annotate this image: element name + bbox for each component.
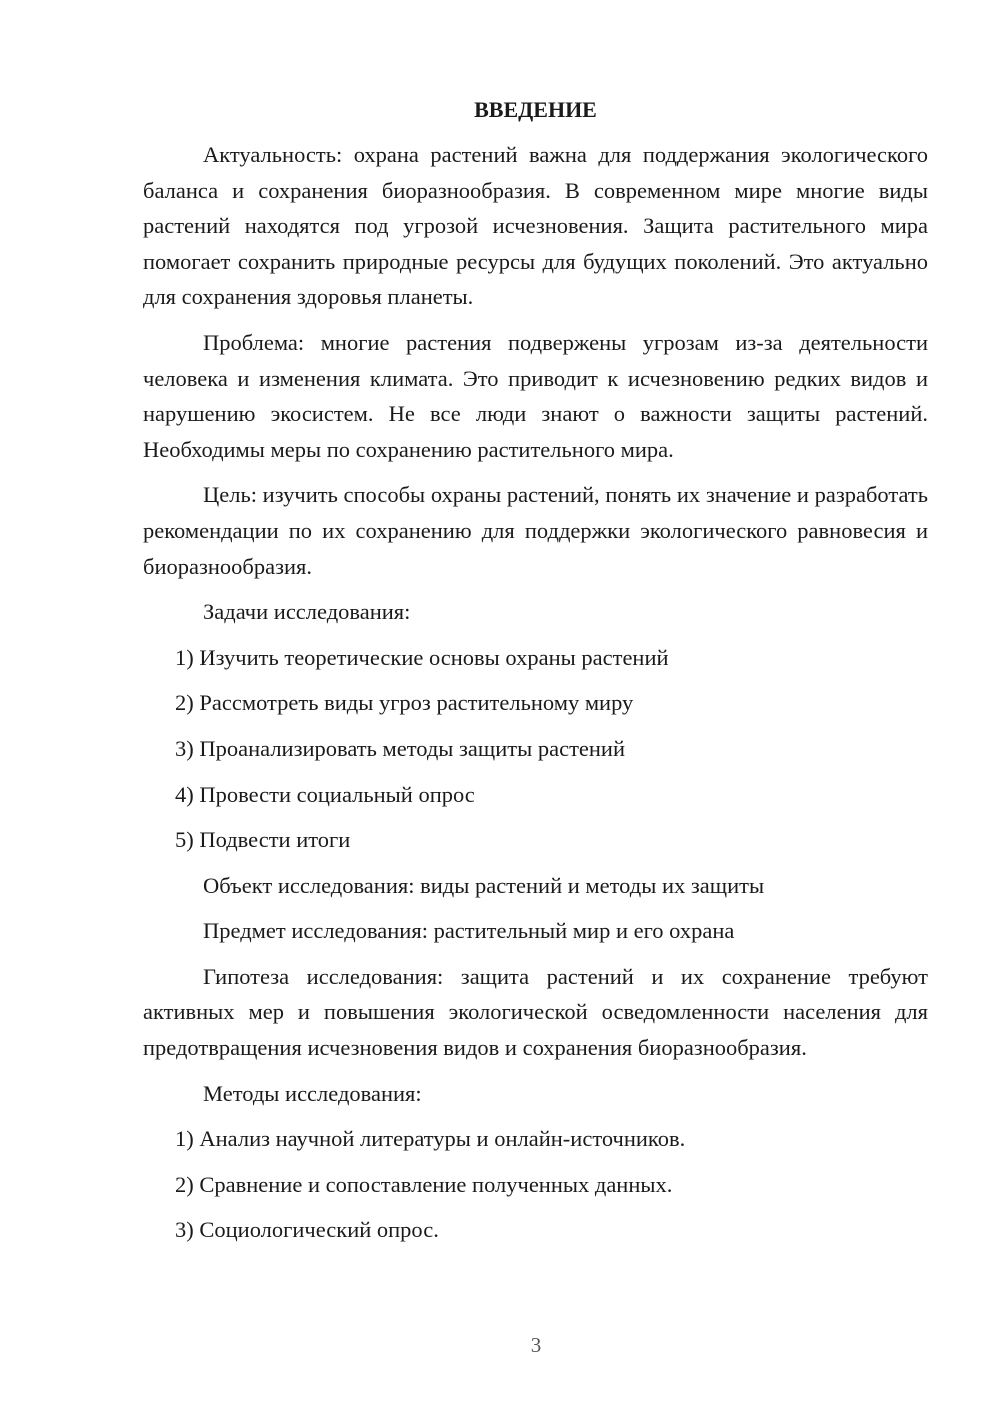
hypothesis-paragraph: Гипотеза исследования: защита растений и их сохранение требуют активных мер и повышения экологической осведомленности населения для предотвращения исчезновения видов и сохранения биоразнообразия.	[143, 963, 928, 1061]
methods-heading: Методы исследования:	[203, 1080, 422, 1106]
list-item: 1) Анализ научной литературы и онлайн-источников.	[175, 1126, 686, 1152]
page-number: 3	[530, 1333, 542, 1357]
relevance-paragraph: Актуальность: охрана растений важна для поддержания экологического баланса и сохранения биоразнообразия. В современном мире многие виды растений находятся под угрозой исчезновения. Защита растительного мира помогает сохранить природные ресурсы для будущих поколений. Это актуально для сохранения здоровья планеты.	[143, 142, 928, 310]
goal-paragraph: Цель: изучить способы охраны растений, понять их значение и разработать рекомендации по их сохранению для поддержки экологического равновесия и биоразнообразия.	[143, 482, 928, 579]
document-page	[143, 95, 928, 1258]
list-item: 1) Изучить теоретические основы охраны растений	[175, 644, 669, 670]
problem-paragraph: Проблема: многие растения подвержены угрозам из-за деятельности человека и изменения климата. Это приводит к исчезновению редких видов и нарушению экосистем. Не все люди знают о важности защиты растений. Необходимы меры по сохранению растительного мира.	[143, 329, 928, 462]
research-object: Объект исследования: виды растений и методы их защиты	[203, 872, 765, 898]
list-item: 5) Подвести итоги	[175, 827, 351, 853]
list-item: 2) Рассмотреть виды угроз растительному миру	[175, 690, 634, 716]
list-item: 3) Проанализировать методы защиты растений	[175, 735, 626, 761]
research-subject: Предмет исследования: растительный мир и его охрана	[203, 918, 735, 944]
tasks-heading: Задачи исследования:	[203, 599, 411, 625]
list-item: 2) Сравнение и сопоставление полученных данных.	[175, 1171, 673, 1197]
section-title: ВВЕДЕНИЕ	[474, 97, 597, 122]
methods-list	[143, 1121, 928, 1248]
tasks-list	[143, 640, 928, 858]
list-item: 3) Социологический опрос.	[175, 1217, 439, 1243]
list-item: 4) Провести социальный опрос	[175, 781, 475, 807]
